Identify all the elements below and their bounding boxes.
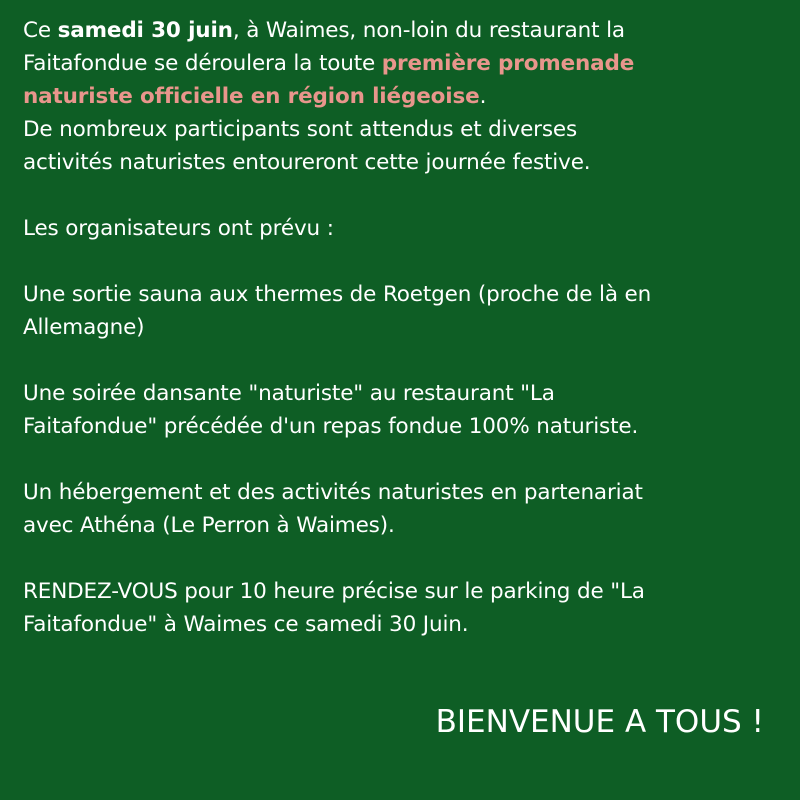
- highlight-text-2: naturiste officielle en région liégeoise: [23, 84, 480, 109]
- activity-line: avec Athéna (Le Perron à Waimes).: [23, 513, 395, 538]
- closing-greeting: BIENVENUE A TOUS !: [435, 704, 764, 740]
- intro-paragraph: [23, 14, 783, 179]
- activity-line: Un hébergement et des activités naturistes en partenariat: [23, 480, 643, 505]
- activity-dance-evening: [23, 377, 783, 443]
- announcement-body: [23, 14, 783, 641]
- intro-text: Faitafondue se déroulera la toute: [23, 51, 382, 76]
- activity-lodging: [23, 476, 783, 542]
- intro-prefix: Ce: [23, 18, 58, 43]
- activity-sauna: [23, 278, 783, 344]
- activity-line: Une sortie sauna aux thermes de Roetgen (proche de là en: [23, 282, 652, 307]
- intro-period: .: [479, 84, 487, 109]
- organizers-intro: Les organisateurs ont prévu :: [23, 216, 334, 241]
- event-date: samedi 30 juin: [57, 18, 233, 43]
- rendezvous-line: RENDEZ-VOUS pour 10 heure précise sur le parking de "La: [23, 579, 645, 604]
- rendezvous-paragraph: [23, 575, 783, 641]
- rendezvous-line: Faitafondue" à Waimes ce samedi 30 Juin.: [23, 612, 469, 637]
- activity-line: Faitafondue" précédée d'un repas fondue 100% naturiste.: [23, 414, 639, 439]
- activity-line: Une soirée dansante "naturiste" au restaurant "La: [23, 381, 555, 406]
- organizers-paragraph: [23, 212, 783, 245]
- intro-line-3: [23, 80, 783, 113]
- intro-location: , à Waimes, non-loin du restaurant la: [232, 18, 625, 43]
- intro-line-2: [23, 47, 783, 80]
- intro-line-4: De nombreux participants sont attendus et diverses: [23, 117, 578, 142]
- activity-line: Allemagne): [23, 315, 145, 340]
- intro-line-1: [23, 14, 783, 47]
- highlight-text-1: première promenade: [381, 51, 635, 76]
- intro-line-5: activités naturistes entoureront cette journée festive.: [23, 150, 591, 175]
